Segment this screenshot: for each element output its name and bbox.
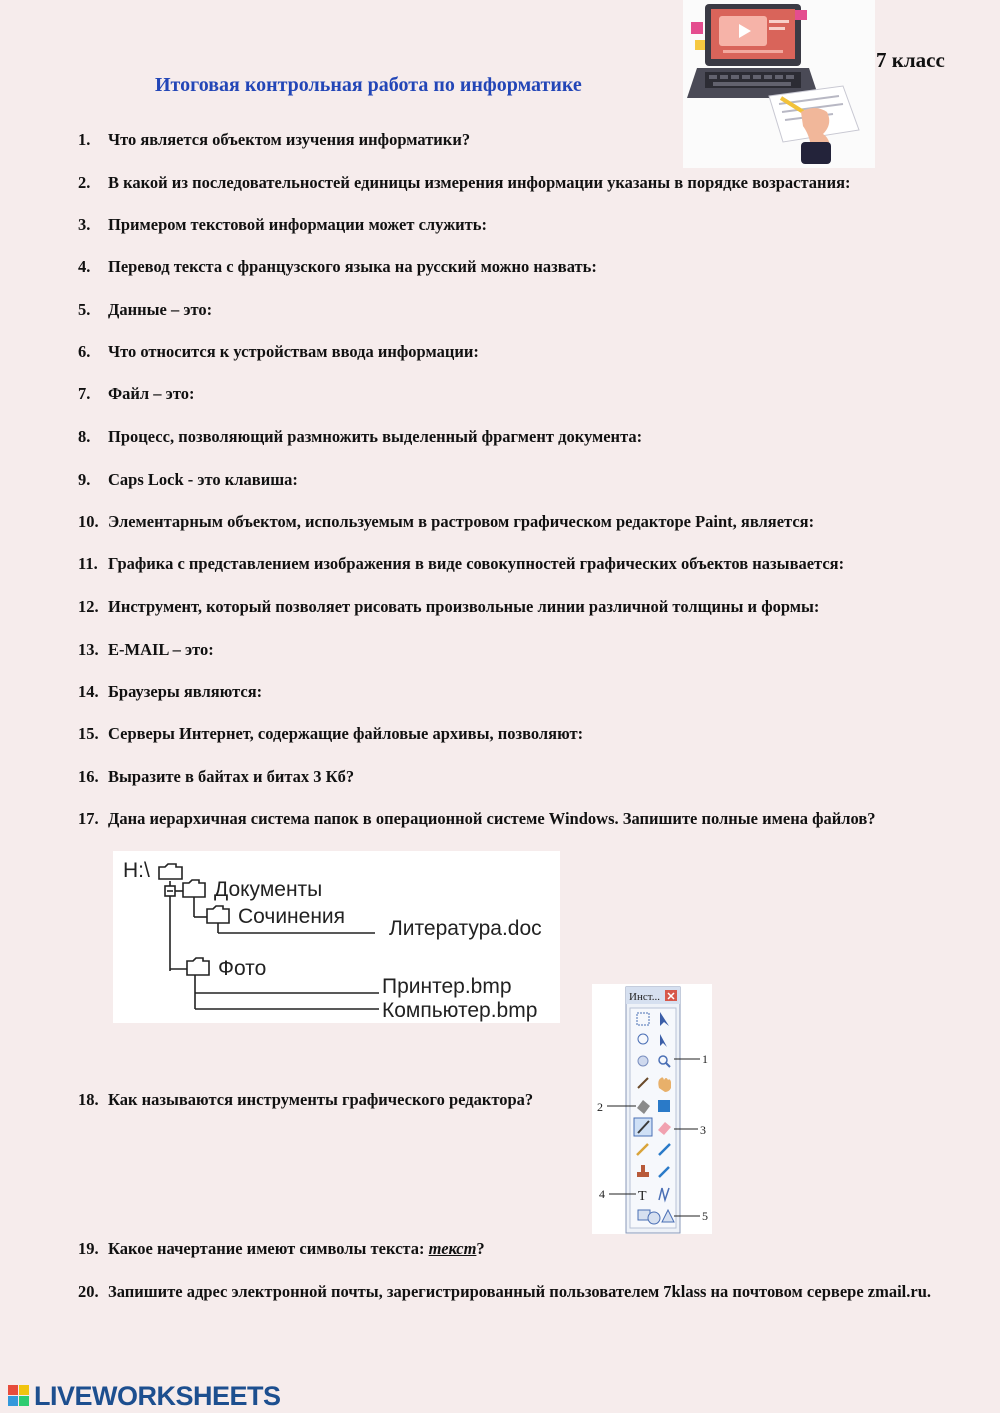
question-15: 15. Серверы Интернет, содержащие файловые архивы, позволяют: (78, 724, 584, 743)
question-7: 7. Файл – это: (78, 384, 195, 403)
callout-1: 1 (702, 1052, 708, 1066)
logo-cube-icon (8, 1385, 30, 1407)
question-19: 19. Какое начертание имеют символы текста: текст? (78, 1239, 485, 1258)
liveworksheets-logo (8, 1381, 298, 1411)
question-1: 1. Что является объектом изучения информатики? (78, 130, 471, 149)
toolbox-title: Инст... (629, 991, 660, 1003)
file-label-printer: Принтер.bmp (382, 975, 512, 998)
page-title: Итоговая контрольная работа по информатике (155, 74, 582, 96)
question-3: 3. Примером текстовой информации может служить: (78, 215, 488, 234)
question-13: 13. E-MAIL – это: (78, 640, 214, 659)
text-icon: T (638, 1189, 647, 1204)
folder-tree-figure (113, 851, 560, 1023)
question-12: 12. Инструмент, который позволяет рисовать произвольные линии различной толщины и формы: (78, 597, 820, 616)
question-4: 4. Перевод текста с французского языка на русский можно назвать: (78, 257, 597, 276)
folder-label-essays: Сочинения (238, 905, 346, 928)
question-9: 9. Caps Lock - это клавиша: (78, 470, 298, 489)
question-20: 20. Запишите адрес электронной почты, зарегистрированный пользователем 7klass на почтовом сервере zmail.ru. (78, 1282, 932, 1301)
callout-2: 2 (597, 1100, 603, 1114)
callout-5: 5 (702, 1209, 708, 1223)
folder-photo-icon (187, 958, 209, 975)
file-label-literature: Литература.doc (389, 917, 542, 940)
file-label-computer: Компьютер.bmp (382, 999, 538, 1022)
question-8: 8. Процесс, позволяющий размножить выделенный фрагмент документа: (78, 427, 643, 446)
color-box-icon (658, 1100, 670, 1112)
circle-select-icon (638, 1056, 648, 1066)
callout-4: 4 (599, 1187, 605, 1201)
logo-text: LIVEWORKSHEETS (34, 1381, 281, 1411)
question-18: 18. Как называются инструменты графического редактора? (78, 1090, 534, 1109)
callout-3: 3 (700, 1123, 706, 1137)
folder-documents-icon (183, 880, 205, 897)
folder-label-documents: Документы (214, 878, 323, 901)
question-16: 16. Выразите в байтах и битах 3 Кб? (78, 767, 355, 786)
question-10: 10. Элементарным объектом, используемым в растровом графическом редакторе Paint, является: (78, 512, 815, 531)
folder-label-photo: Фото (218, 957, 267, 980)
root-folder-icon (159, 864, 182, 879)
stamp-icon (637, 1172, 649, 1177)
question-17: 17. Дана иерархичная система папок в операционной системе Windows. Запишите полные имена файлов? (78, 809, 876, 828)
question-5: 5. Данные – это: (78, 300, 213, 319)
question-6: 6. Что относится к устройствам ввода информации: (78, 342, 479, 361)
question-14: 14. Браузеры являются: (78, 682, 263, 701)
question-2: 2. В какой из последовательностей единицы измерения информации указаны в порядке возрастания: (78, 173, 851, 192)
grade-label: 7 класс (876, 48, 945, 72)
sample-italic-text: текст (428, 1239, 477, 1258)
folder-root-label: H:\ (123, 859, 150, 882)
question-11: 11. Графика с представлением изображения в виде совокупностей графических объектов называется: (78, 554, 845, 573)
paint-toolbox-figure (592, 984, 712, 1234)
folder-essays-icon (207, 906, 229, 923)
